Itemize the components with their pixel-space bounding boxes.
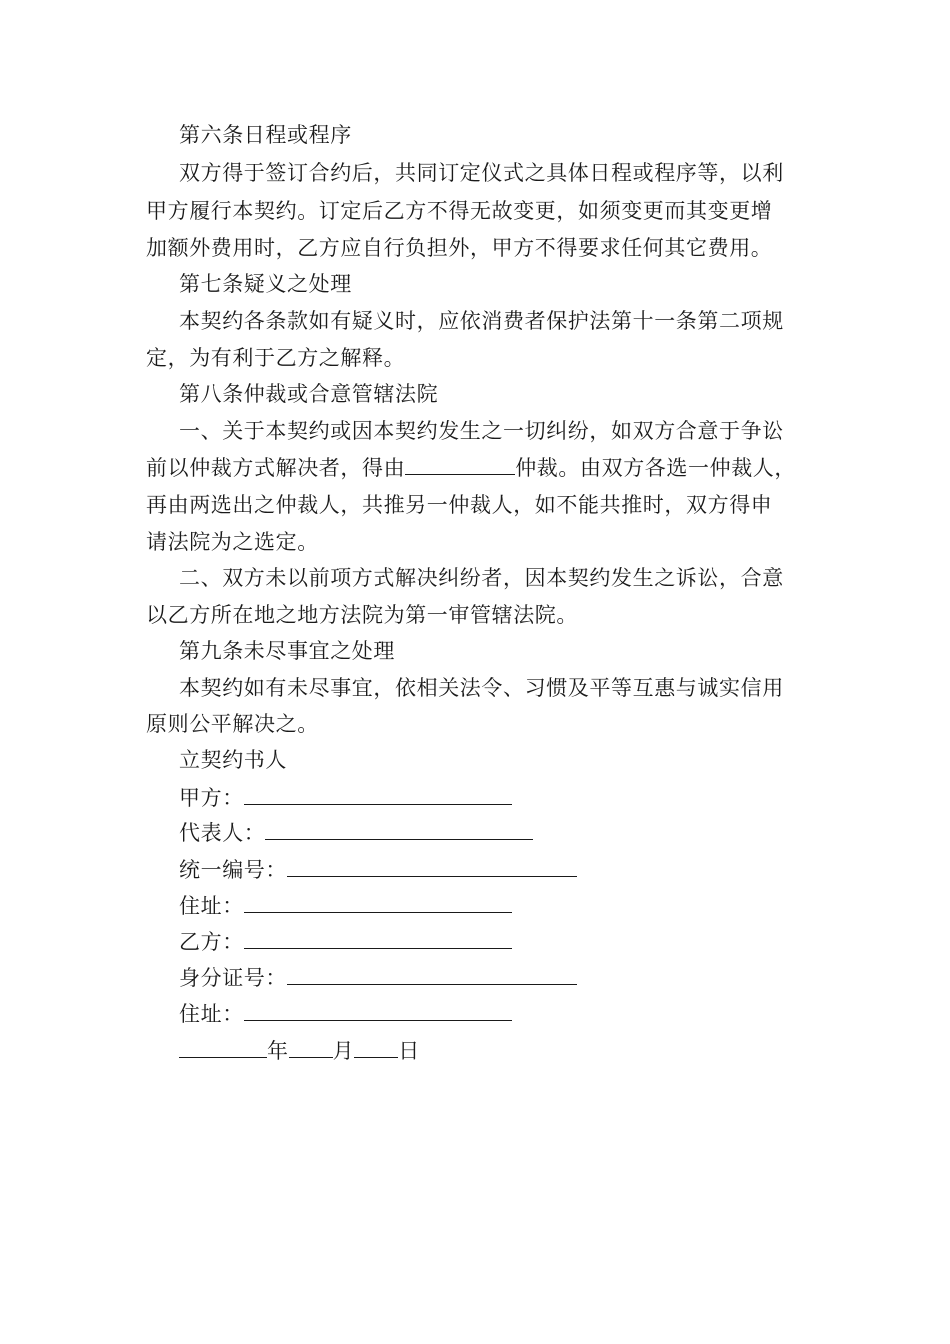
id-number-blank[interactable]: [287, 964, 577, 985]
year-blank[interactable]: [179, 1037, 267, 1058]
representative-row: [179, 818, 533, 848]
party-a-label: 甲方：: [179, 786, 244, 810]
article-7-line-2: 定，为有利于乙方之解释。: [146, 346, 406, 370]
article-8-p1-line-1: 一、关于本契约或因本契约发生之一切纠纷，如双方合意于争讼: [179, 419, 784, 443]
year-label: 年: [267, 1039, 289, 1063]
article-7-heading: 第七条疑义之处理: [179, 272, 352, 296]
party-a-row: [179, 783, 512, 813]
date-row: [179, 1036, 420, 1066]
article-8-p1-line-2-before: 前以仲裁方式解决者，得由: [146, 456, 406, 480]
article-9-heading: 第九条未尽事宜之处理: [179, 639, 395, 663]
article-8-p1-line-3: 再由两选出之仲裁人，共推另一仲裁人，如不能共推时，双方得申: [146, 493, 773, 517]
representative-blank[interactable]: [265, 819, 533, 840]
address-b-label: 住址：: [179, 1002, 244, 1026]
day-blank[interactable]: [354, 1037, 398, 1058]
article-6-heading: 第六条日程或程序: [179, 123, 352, 147]
party-b-row: [179, 927, 512, 957]
article-6-line-2: 甲方履行本契约。订定后乙方不得无故变更，如须变更而其变更增: [146, 199, 773, 223]
address-b-row: [179, 999, 512, 1029]
article-9-line-2: 原则公平解决之。: [146, 712, 319, 736]
unified-number-row: [179, 855, 577, 885]
address-a-row: [179, 891, 512, 921]
article-8-p1-line-2-after: 仲裁。由双方各选一仲裁人，: [515, 456, 797, 480]
article-8-p2-line-2: 以乙方所在地之地方法院为第一审管辖法院。: [146, 603, 578, 627]
day-label: 日: [398, 1039, 420, 1063]
article-8-p1-line-4: 请法院为之选定。: [146, 530, 319, 554]
address-b-blank[interactable]: [244, 1000, 512, 1021]
article-6-line-1: 双方得于签订合约后，共同订定仪式之具体日程或程序等，以利: [179, 161, 784, 185]
article-9-line-1: 本契约如有未尽事宜，依相关法令、习惯及平等互惠与诚实信用: [179, 676, 784, 700]
address-a-label: 住址：: [179, 894, 244, 918]
month-label: 月: [332, 1039, 355, 1063]
article-7-line-1: 本契约各条款如有疑义时，应依消费者保护法第十一条第二项规: [179, 309, 784, 333]
id-number-label: 身分证号：: [179, 966, 287, 990]
month-blank[interactable]: [289, 1037, 333, 1058]
id-number-row: [179, 963, 577, 993]
article-8-heading: 第八条仲裁或合意管辖法院: [179, 382, 439, 406]
article-8-p1-line-2: [146, 453, 796, 483]
signatories-title: 立契约书人: [179, 748, 287, 772]
unified-number-label: 统一编号：: [179, 858, 287, 882]
party-b-label: 乙方：: [179, 930, 244, 954]
party-b-blank[interactable]: [244, 928, 512, 949]
unified-number-blank[interactable]: [287, 856, 577, 877]
arbitrator-blank[interactable]: [405, 454, 515, 475]
party-a-blank[interactable]: [244, 784, 512, 805]
address-a-blank[interactable]: [244, 892, 512, 913]
article-6-line-3: 加额外费用时，乙方应自行负担外，甲方不得要求任何其它费用。: [146, 236, 773, 260]
representative-label: 代表人：: [179, 821, 266, 845]
article-8-p2-line-1: 二、双方未以前项方式解决纠纷者，因本契约发生之诉讼，合意: [179, 566, 784, 590]
